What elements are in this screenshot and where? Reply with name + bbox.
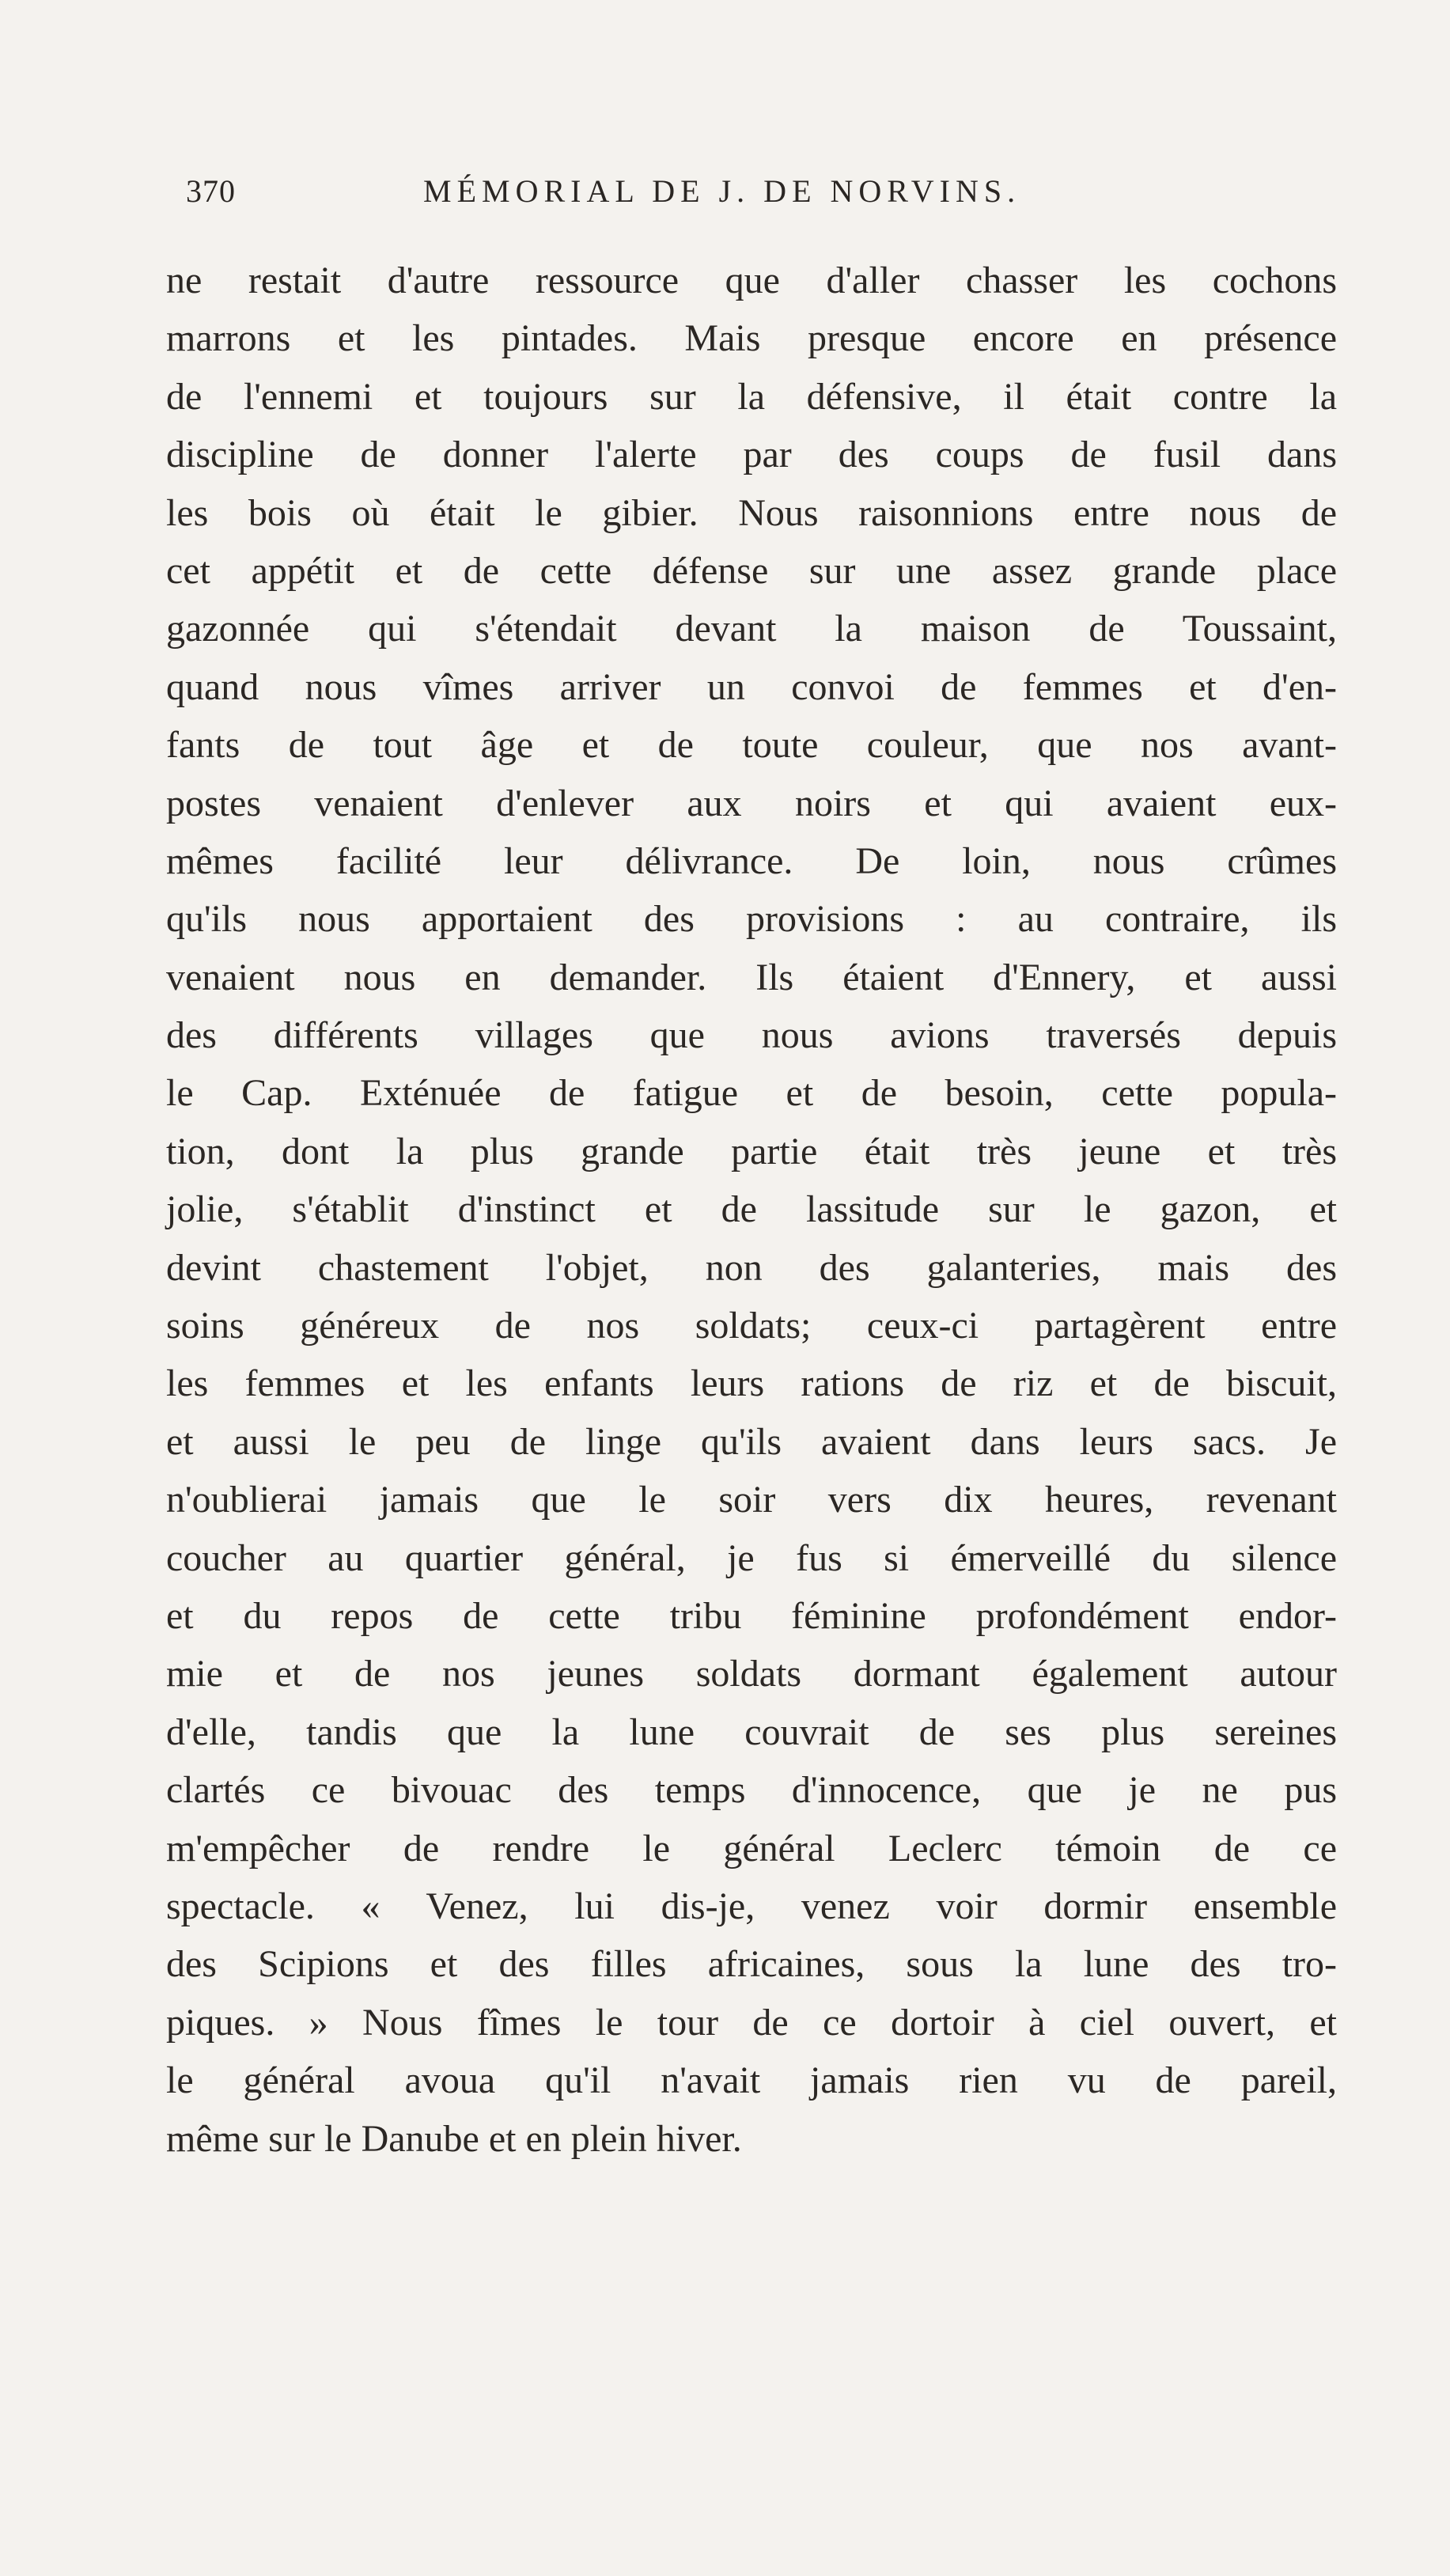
running-title: MÉMORIAL DE J. DE NORVINS. (423, 173, 1021, 209)
text-line: les femmes et les enfants leurs rations de riz et de biscuit, (166, 1362, 1337, 1405)
text-line: devint chastement l'objet, non des galanteries, mais des (166, 1246, 1337, 1289)
text-line: de l'ennemi et toujours sur la défensive, il était contre la (166, 375, 1337, 418)
text-line: jolie, s'établit d'instinct et de lassitude sur le gazon, et (166, 1188, 1337, 1231)
text-line: le Cap. Exténuée de fatigue et de besoin, cette popula- (166, 1072, 1337, 1115)
text-line: les bois où était le gibier. Nous raisonnions entre nous de (166, 491, 1337, 534)
text-line: marrons et les pintades. Mais presque encore en présence (166, 317, 1337, 360)
text-line: d'elle, tandis que la lune couvrait de ses plus sereines (166, 1710, 1337, 1753)
text-line: quand nous vîmes arriver un convoi de femmes et d'en- (166, 665, 1337, 708)
text-line: des Scipions et des filles africaines, sous la lune des tro- (166, 1943, 1337, 1986)
text-line: discipline de donner l'alerte par des coups de fusil dans (166, 434, 1337, 476)
running-head (186, 172, 1372, 228)
text-line: et du repos de cette tribu féminine profondément endor- (166, 1594, 1337, 1637)
text-line: spectacle. « Venez, lui dis-je, venez voir dormir ensemble (166, 1885, 1337, 1927)
text-line: cet appétit et de cette défense sur une assez grande place (166, 549, 1337, 592)
text-line: des différents villages que nous avions traversés depuis (166, 1014, 1337, 1057)
text-line: fants de tout âge et de toute couleur, que nos avant- (166, 724, 1337, 767)
body-text (166, 252, 1337, 2168)
text-line: qu'ils nous apportaient des provisions : au contraire, ils (166, 898, 1337, 941)
text-line: clartés ce bivouac des temps d'innocence, que je ne pus (166, 1769, 1337, 1812)
text-line: soins généreux de nos soldats; ceux-ci partagèrent entre (166, 1305, 1337, 1347)
text-line: mie et de nos jeunes soldats dormant également autour (166, 1653, 1337, 1695)
text-line: tion, dont la plus grande partie était très jeune et très (166, 1130, 1337, 1172)
text-line: postes venaient d'enlever aux noirs et qui avaient eux- (166, 782, 1337, 824)
text-line: même sur le Danube et en plein hiver. (166, 2117, 742, 2160)
text-line: m'empêcher de rendre le général Leclerc témoin de ce (166, 1827, 1337, 1869)
text-line: gazonnée qui s'étendait devant la maison de Toussaint, (166, 608, 1337, 650)
text-line: piques. » Nous fîmes le tour de ce dortoir à ciel ouvert, et (166, 2001, 1337, 2044)
text-line: et aussi le peu de linge qu'ils avaient dans leurs sacs. Je (166, 1420, 1337, 1463)
text-line: coucher au quartier général, je fus si émerveillé du silence (166, 1536, 1337, 1579)
text-line: n'oublierai jamais que le soir vers dix heures, revenant (166, 1479, 1337, 1521)
page-number: 370 (186, 173, 236, 209)
text-line: venaient nous en demander. Ils étaient d'Ennery, et aussi (166, 956, 1337, 998)
text-line: mêmes facilité leur délivrance. De loin, nous crûmes (166, 839, 1337, 882)
text-line: ne restait d'autre ressource que d'aller chasser les cochons (166, 259, 1337, 301)
text-line: le général avoua qu'il n'avait jamais rien vu de pareil, (166, 2059, 1337, 2102)
